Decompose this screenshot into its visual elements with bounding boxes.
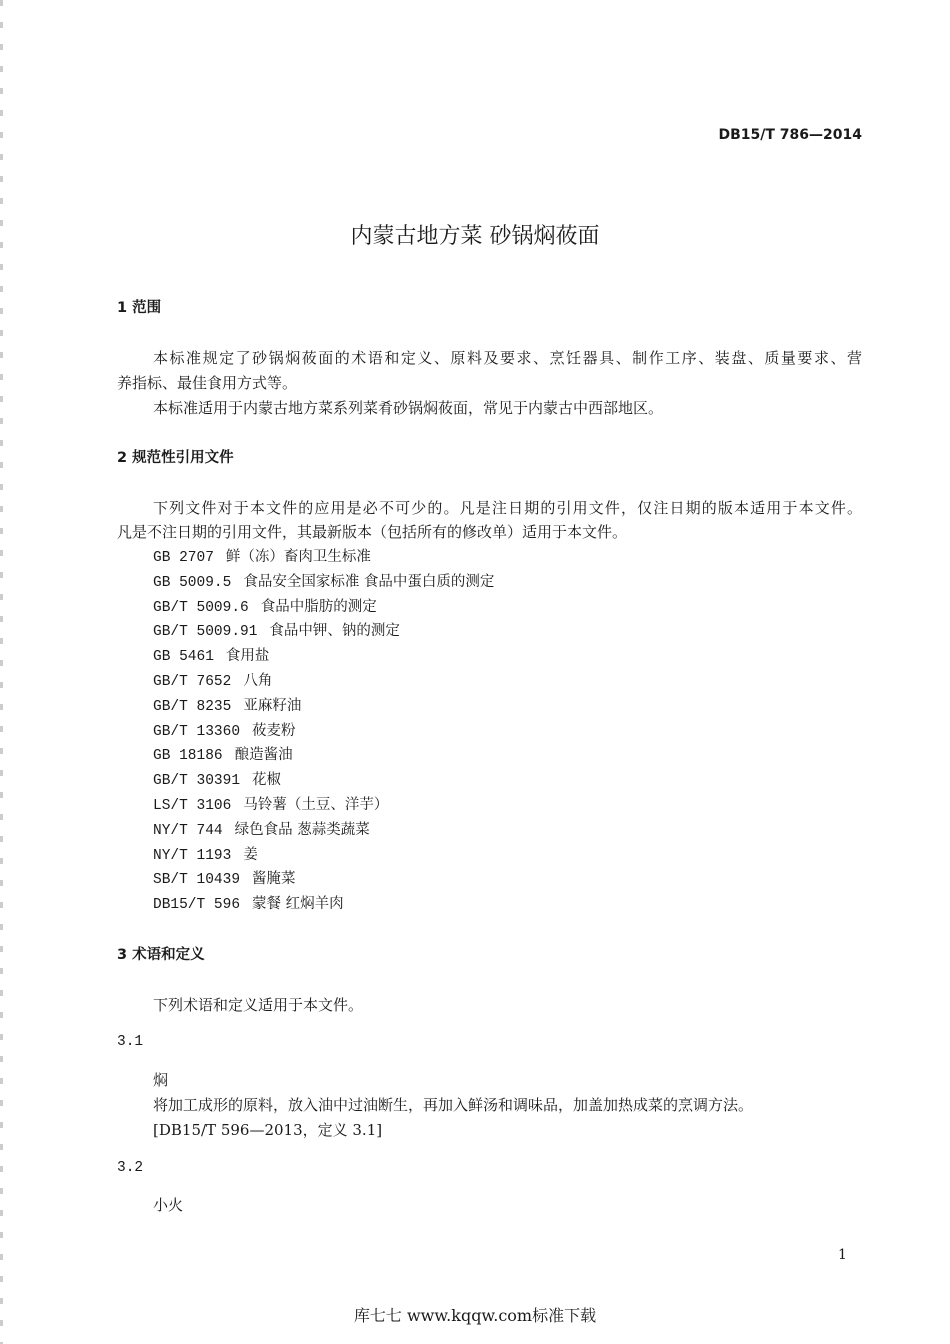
term-3-2-number: 3.2 <box>117 1160 144 1176</box>
reference-code: GB 5009.5 <box>153 574 232 591</box>
reference-code: GB 5461 <box>153 649 214 666</box>
reference-code: NY/T 1193 <box>153 847 232 864</box>
references-intro-line-2: 凡是不注日期的引用文件，其最新版本（包括所有的修改单）适用于本文件。 <box>117 523 628 541</box>
document-number: DB15/T 786—2014 <box>718 127 862 143</box>
reference-title: 八角 <box>243 673 273 689</box>
section-2-heading: 2 规范性引用文件 <box>117 450 234 466</box>
terms-intro: 下列术语和定义适用于本文件。 <box>153 996 364 1014</box>
reference-title: 亚麻籽油 <box>243 697 302 714</box>
scope-paragraph-line-1: 本标准规定了砂锅焖莜面的术语和定义、原料及要求、烹饪器具、制作工序、装盘、质量要求、营 <box>153 349 862 367</box>
section-3-heading: 3 术语和定义 <box>117 947 205 963</box>
reference-code: GB 18186 <box>153 748 223 765</box>
reference-item <box>153 573 494 592</box>
reference-title: 蒙餐 红焖羊肉 <box>252 896 344 913</box>
reference-item <box>153 796 388 815</box>
reference-title: 花椒 <box>252 772 282 789</box>
reference-item <box>153 895 344 914</box>
reference-title: 鲜（冻）畜肉卫生标准 <box>225 549 371 565</box>
reference-title: 莜麦粉 <box>252 722 296 739</box>
section-1-heading: 1 范围 <box>117 300 162 316</box>
reference-title: 马铃薯（土豆、洋芋） <box>243 797 389 813</box>
reference-code: GB/T 7652 <box>153 674 232 690</box>
reference-title: 食品中脂肪的测定 <box>260 598 377 615</box>
reference-code: NY/T 744 <box>153 822 223 839</box>
reference-title: 酿造酱油 <box>234 747 293 764</box>
term-3-1-number: 3.1 <box>117 1034 144 1050</box>
reference-code: GB/T 13360 <box>153 723 241 740</box>
reference-code: SB/T 10439 <box>153 872 241 889</box>
reference-code: GB 2707 <box>153 550 214 566</box>
reference-code: GB/T 8235 <box>153 698 232 715</box>
document-title: 内蒙古地方菜 砂锅焖莜面 <box>350 224 600 249</box>
reference-item <box>153 672 272 691</box>
reference-item <box>153 548 371 567</box>
reference-code: LS/T 3106 <box>153 798 232 814</box>
reference-item <box>153 622 400 641</box>
reference-item <box>153 722 296 741</box>
reference-title: 食用盐 <box>225 648 270 665</box>
reference-item <box>153 821 370 840</box>
reference-title: 酱腌菜 <box>252 871 296 888</box>
reference-item <box>153 598 377 617</box>
reference-title: 姜 <box>243 846 258 863</box>
references-intro-line-1: 下列文件对于本文件的应用是必不可少的。凡是注日期的引用文件，仅注日期的版本适用于本文件。 <box>153 499 862 517</box>
reference-code: DB15/T 596 <box>153 897 241 914</box>
reference-code: GB/T 5009.91 <box>153 624 258 641</box>
reference-item <box>153 647 269 666</box>
reference-item <box>153 870 296 889</box>
reference-code: GB/T 5009.6 <box>153 599 249 616</box>
footer-watermark: 库七七 www.kqqw.com标准下载 <box>353 1306 597 1325</box>
reference-title: 食品安全国家标准 食品中蛋白质的测定 <box>243 573 495 590</box>
scope-paragraph-line-2: 养指标、最佳食用方式等。 <box>117 374 298 392</box>
reference-title: 绿色食品 葱蒜类蔬菜 <box>234 821 370 838</box>
reference-title: 食品中钾、钠的测定 <box>269 623 400 640</box>
term-3-2-name: 小火 <box>153 1196 184 1214</box>
reference-item <box>153 771 281 790</box>
term-3-1-source: [DB15/T 596—2013，定义 3.1] <box>153 1121 383 1139</box>
page-number: 1 <box>838 1247 847 1263</box>
scan-edge-marks <box>0 0 3 1344</box>
term-3-1-definition: 将加工成形的原料，放入油中过油断生，再加入鲜汤和调味品，加盖加热成菜的烹调方法。 <box>153 1096 754 1114</box>
reference-code: GB/T 30391 <box>153 773 241 790</box>
reference-item <box>153 746 293 765</box>
scope-paragraph-2: 本标准适用于内蒙古地方菜系列菜肴砂锅焖莜面，常见于内蒙古中西部地区。 <box>153 399 664 417</box>
reference-item <box>153 697 301 716</box>
term-3-1-name: 焖 <box>153 1071 169 1089</box>
reference-item <box>153 846 258 865</box>
